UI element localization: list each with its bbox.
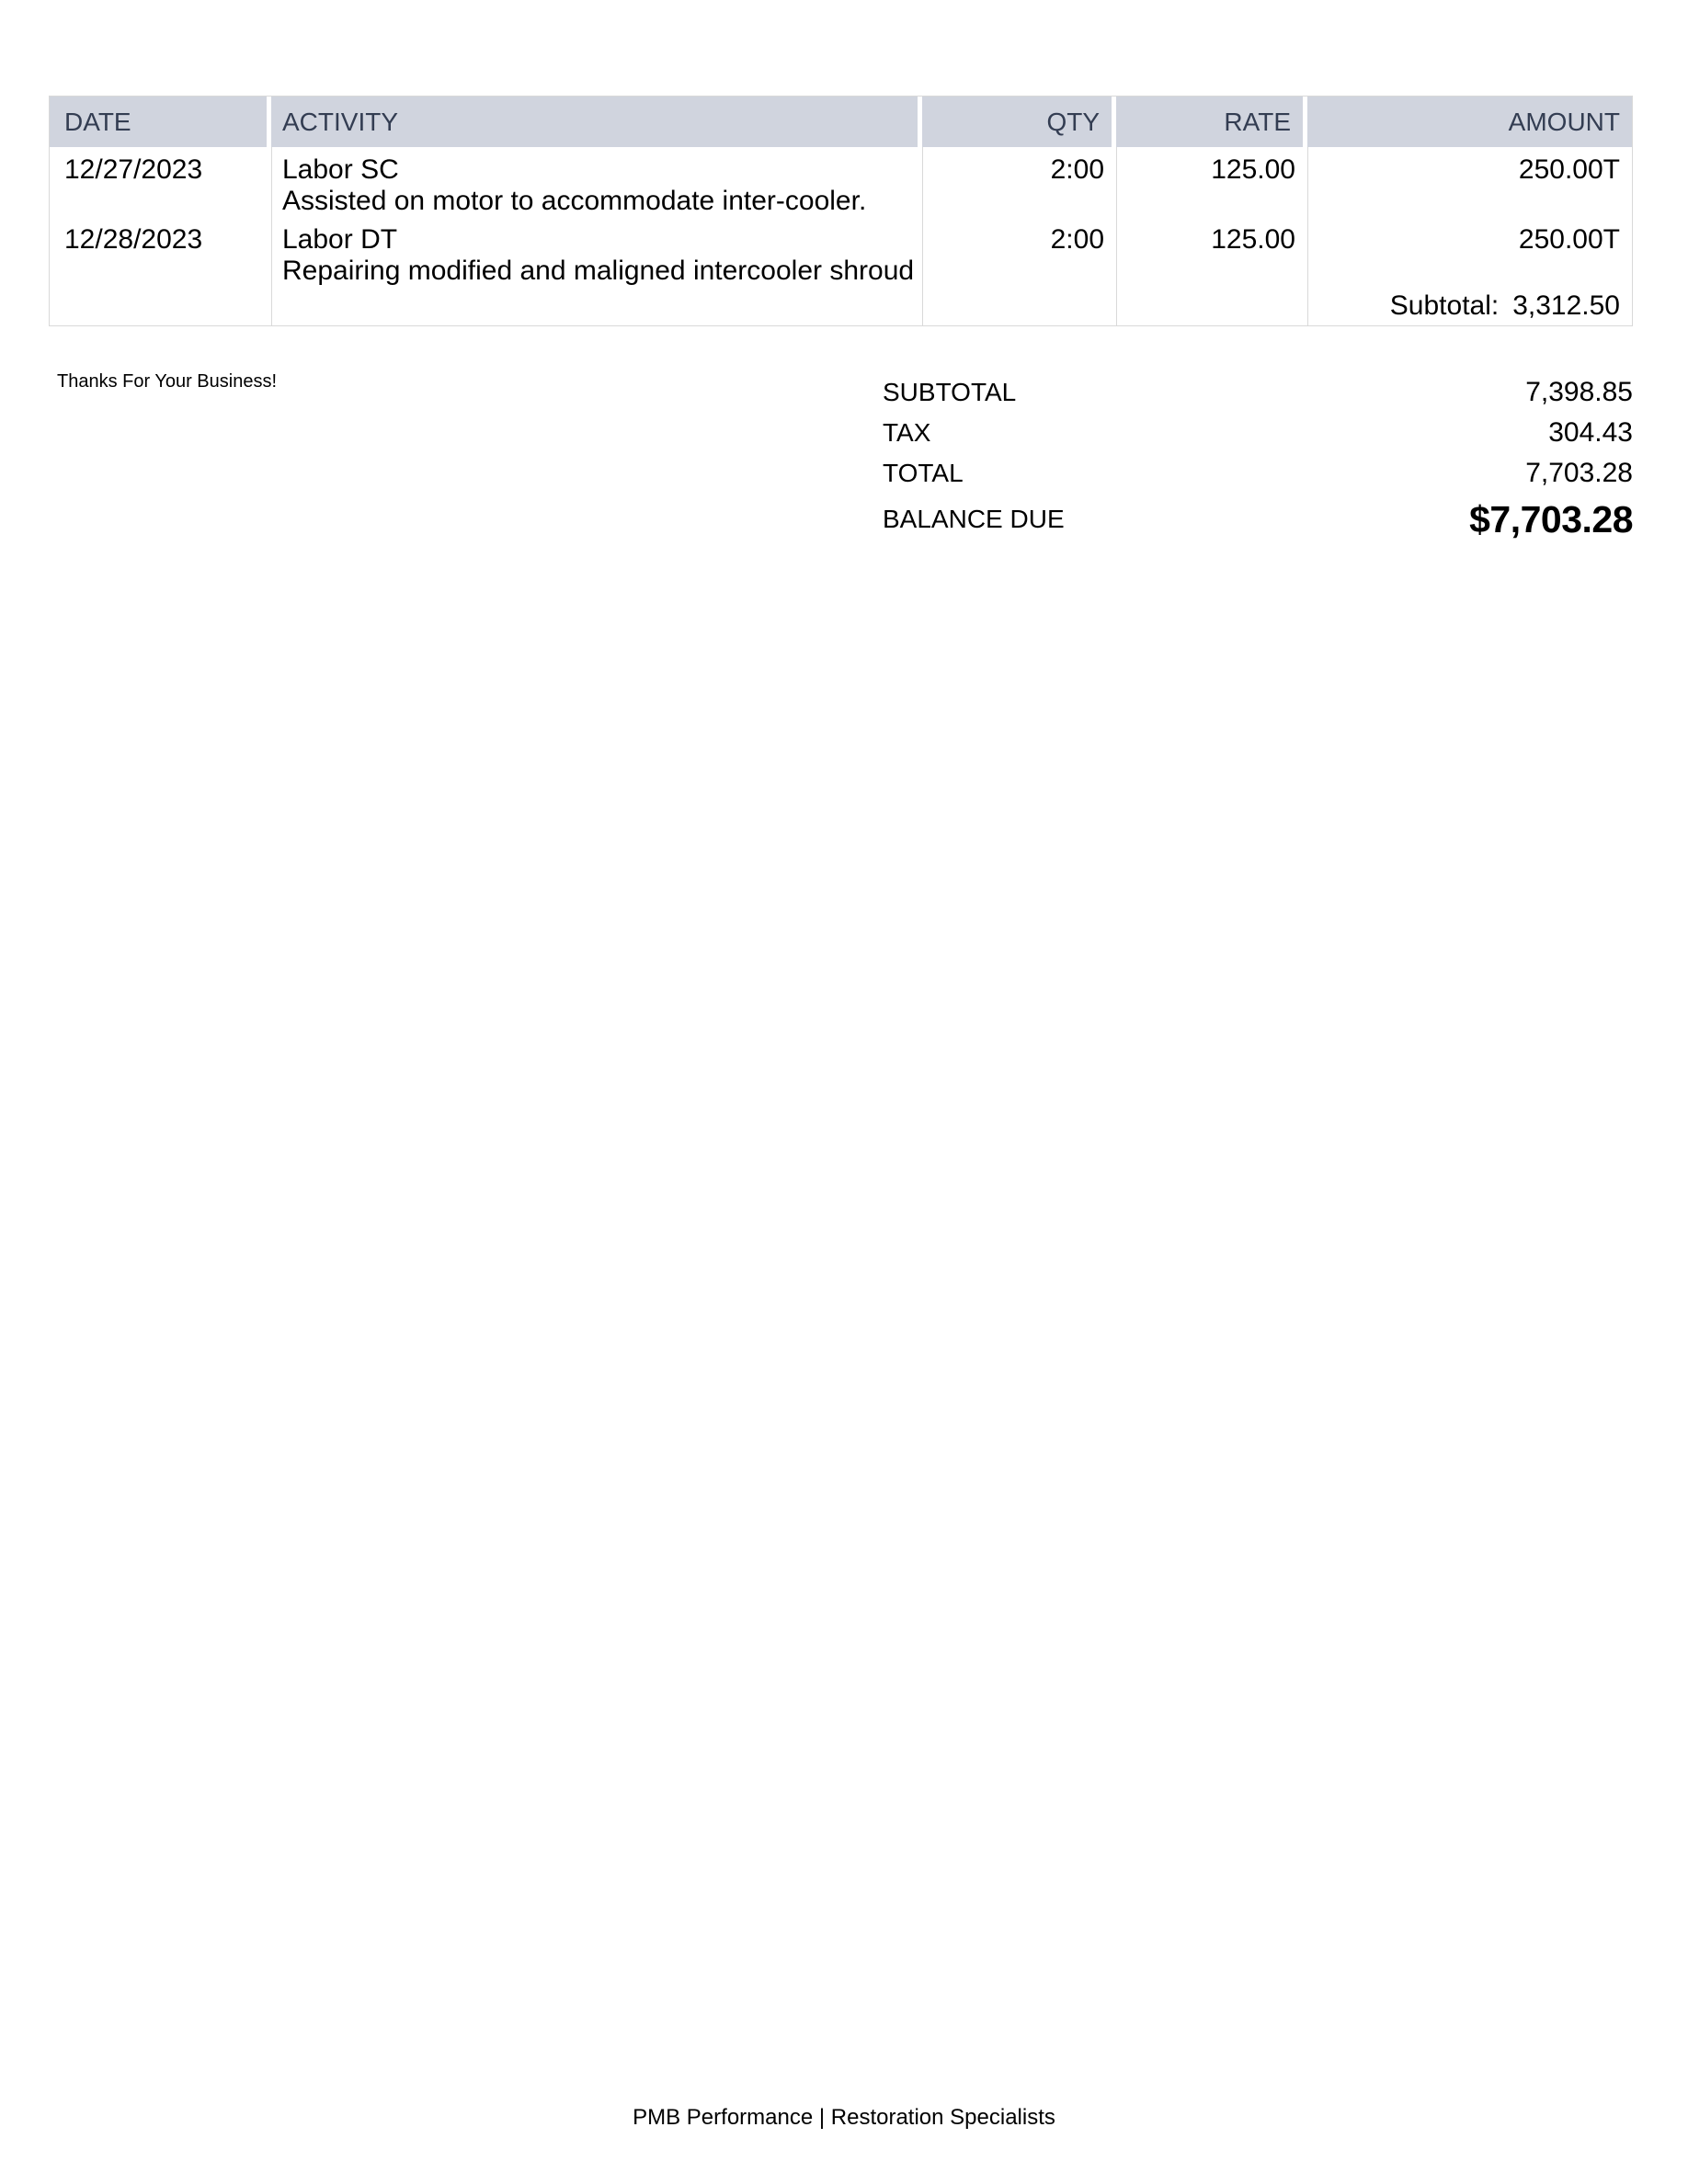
activity-description: Assisted on motor to accommodate inter-cooler.: [282, 186, 867, 216]
date-cell: 12/28/2023: [64, 224, 203, 255]
line-items-table: [49, 96, 1633, 326]
qty-cell: 2:00: [1050, 224, 1104, 255]
table-row: [50, 224, 1632, 256]
rate-cell: 125.00: [1211, 154, 1295, 185]
totals-row-subtotal: [883, 377, 1633, 408]
date-cell: 12/27/2023: [64, 154, 203, 185]
footer-company-line: PMB Performance | Restoration Specialists: [633, 2105, 1055, 2130]
table-row-description: [50, 186, 1632, 217]
subtotal-label: Subtotal:: [1389, 290, 1500, 321]
rate-cell: 125.00: [1211, 224, 1295, 255]
rate-cell-empty: [1116, 290, 1307, 322]
column-header-amount: AMOUNT: [1307, 97, 1632, 147]
column-header-qty: QTY: [922, 97, 1116, 147]
balance-due-label: BALANCE DUE: [883, 505, 1065, 533]
column-divider: [922, 147, 923, 325]
table-row-description: [50, 256, 1632, 287]
subtotal-value: 3,312.50: [1512, 290, 1620, 321]
column-header-date: DATE: [50, 97, 271, 147]
qty-cell-empty: [922, 290, 1116, 322]
qty-cell: 2:00: [1050, 154, 1104, 185]
subtotal-total-value: 7,398.85: [1525, 377, 1633, 407]
table-subtotal-row: [50, 290, 1632, 322]
tax-label: TAX: [883, 418, 931, 447]
balance-due-value: $7,703.28: [1469, 498, 1633, 540]
table-header-row: [50, 97, 1632, 147]
column-header-activity: ACTIVITY: [271, 97, 922, 147]
amount-cell: 250.00T: [1518, 224, 1620, 255]
column-divider: [1116, 147, 1117, 325]
subtotal-total-label: SUBTOTAL: [883, 378, 1017, 406]
activity-cell: Labor SC: [282, 154, 399, 185]
subtotal-cell: [1307, 290, 1632, 322]
table-body: [50, 147, 1632, 325]
amount-cell: 250.00T: [1518, 154, 1620, 185]
totals-row-tax: [883, 417, 1633, 449]
column-divider: [1307, 147, 1308, 325]
date-cell-empty: [50, 256, 271, 287]
thanks-note: Thanks For Your Business!: [57, 371, 278, 392]
activity-cell: Labor DT: [282, 224, 398, 255]
activity-cell-empty: [271, 290, 922, 322]
total-value: 7,703.28: [1525, 458, 1633, 488]
tax-value: 304.43: [1548, 417, 1633, 448]
total-label: TOTAL: [883, 459, 964, 487]
column-divider: [271, 147, 272, 325]
table-row: [50, 154, 1632, 186]
date-cell-empty: [50, 290, 271, 322]
activity-description: Repairing modified and maligned intercooler shroud: [282, 256, 915, 286]
date-cell-empty: [50, 186, 271, 217]
column-header-rate: RATE: [1116, 97, 1307, 147]
totals-section: [883, 377, 1633, 550]
totals-row-total: [883, 458, 1633, 489]
balance-due-row: [883, 498, 1633, 540]
